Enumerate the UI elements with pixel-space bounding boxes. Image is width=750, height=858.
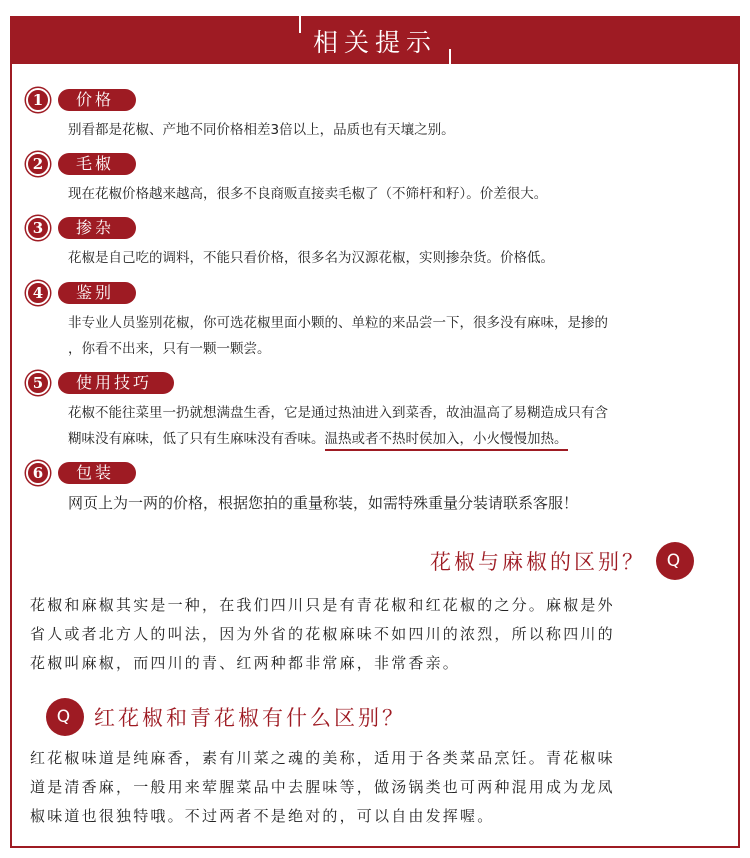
tip-identify [26,282,708,362]
tip-text [68,117,708,143]
tip-line: 花椒是自己吃的调料，不能只看价格，很多名为汉源花椒，实则掺杂货。价格低。 [68,250,554,266]
tip-number-badge: 2 [26,152,50,176]
tip-line: 现在花椒价格越来越高，很多不良商贩直接卖毛椒了（不筛杆和籽）。价差很大。 [68,186,548,202]
header [12,18,738,64]
tip-number-badge: 3 [26,216,50,240]
answer-line: 红花椒味道是纯麻香，素有川菜之魂的美称，适用于各类菜品烹饪。青花椒味 [30,749,615,767]
header-band [12,18,738,64]
tip-label: 鉴别 [58,282,136,304]
answer-line: 道是清香麻，一般用来荤腥菜品中去腥味等，做汤锅类也可两种混用成为龙凤 [30,778,615,796]
tip-line: 网页上为一两的价格，根据您拍的重量称装，如需特殊重量分装请联系客服！ [68,494,579,512]
page-title: 相关提示 [312,28,437,57]
q-badge-icon: Q [656,542,694,580]
tip-usage [26,372,708,452]
tip-line-text: 糊味没有麻味，低了只有生麻味没有香味。 [68,431,325,447]
title-wrap [301,23,449,59]
tip-raw-pepper [26,153,708,207]
tip-label: 包装 [58,462,136,484]
answer-line: 花椒和麻椒其实是一种，在我们四川只是有青花椒和红花椒的之分。麻椒是外 [30,596,615,614]
tip-label: 价格 [58,89,136,111]
tip-number-badge: 5 [26,371,50,395]
tip-adulteration [26,217,708,271]
corner-bracket-icon [439,49,451,67]
tip-label: 毛椒 [58,153,136,175]
tip-text [68,490,708,516]
tip-line: 花椒不能往菜里一扔就想满盘生香，它是通过热油进入到菜香，故油温高了易糊造成只有含 [68,405,608,421]
answer-paragraph [30,744,710,831]
question-heading [46,698,406,736]
corner-bracket-icon [299,13,311,33]
tip-line: 别看都是花椒、产地不同价格相差3倍以上，品质也有天壤之别。 [68,122,455,138]
tip-text [68,245,708,271]
tip-number-badge: 6 [26,461,50,485]
highlight-text: 温热或者不热时侯加入，小火慢慢加热。 [325,431,568,451]
tip-packaging [26,462,708,516]
tip-line: ，你看不出来，只有一颗一颗尝。 [68,341,271,357]
q-badge-icon: Q [46,698,84,736]
answer-line: 省人或者北方人的叫法，因为外省的花椒麻味不如四川的浓烈，所以称四川的 [30,625,615,643]
tip-text [68,181,708,207]
tip-line [68,426,708,452]
tip-line: 非专业人员鉴别花椒，你可选花椒里面小颗的、单粒的来品尝一下，很多没有麻味，是掺的 [68,315,608,331]
tip-text [68,400,708,452]
question-text: 花椒与麻椒的区别？ [430,550,646,574]
tip-price [26,89,708,143]
tip-label: 掺杂 [58,217,136,239]
tip-text [68,310,708,362]
tip-number-badge: 4 [26,281,50,305]
tip-label: 使用技巧 [58,372,174,394]
answer-line: 椒味道也很独特哦。不过两者不是绝对的，可以自由发挥喔。 [30,807,495,825]
tip-number-badge: 1 [26,88,50,112]
answer-paragraph [30,591,710,678]
question-text: 红花椒和青花椒有什么区别？ [94,706,406,730]
answer-line: 花椒叫麻椒，而四川的青、红两种都非常麻，非常香亲。 [30,654,461,672]
question-heading [430,542,694,580]
